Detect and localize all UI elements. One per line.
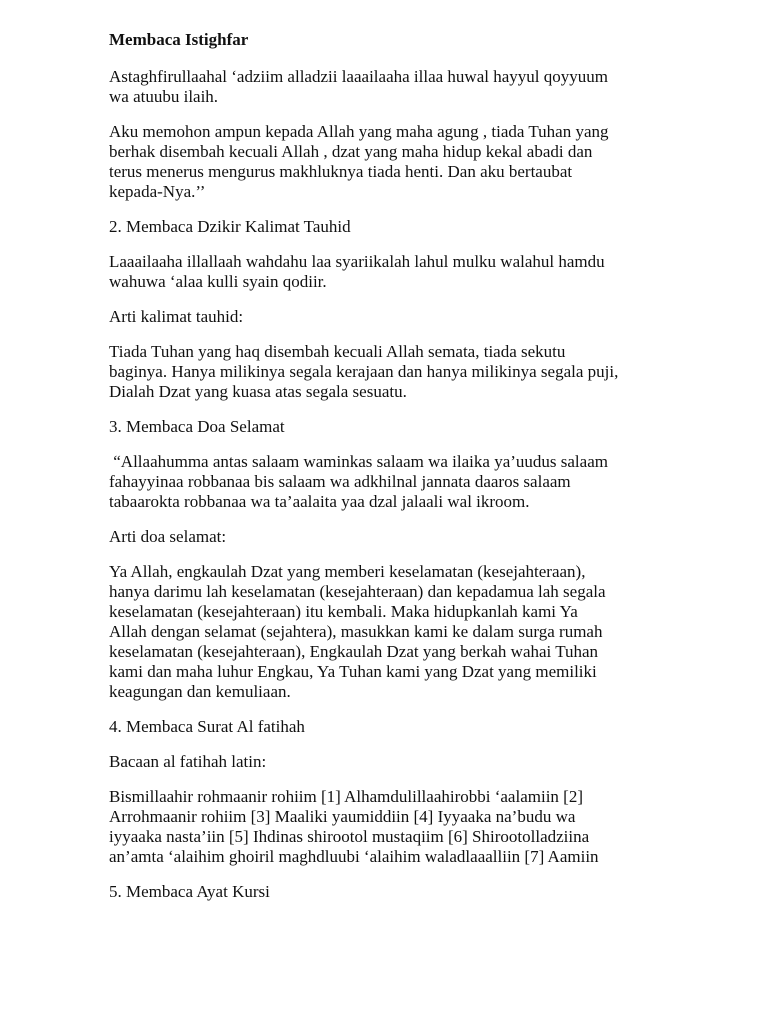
text-line: keagungan dan kemuliaan. [109,682,291,701]
doa-selamat-text [109,452,749,512]
istighfar-line: Astaghfirullaahal ‘adziim alladzii laaailaaha illaa huwal hayyul qoyyuum [109,67,608,86]
text-line: Ya Allah, engkaulah Dzat yang memberi keselamatan (kesejahteraan), [109,562,586,581]
text-line: Bismillaahir rohmaanir rohiim [1] Alhamdulillaahirobbi ‘aalamiin [2] [109,787,583,806]
section-heading: 4. Membaca Surat Al fatihah [109,717,305,736]
text-line: iyyaaka nasta’iin [5] Ihdinas shirootol mustaqiim [6] Shirootolladziina [109,827,590,846]
doa-selamat-meaning [109,562,749,702]
section-label: Arti kalimat tauhid: [109,307,244,326]
text-line: tabaarokta robbanaa wa ta’aalaita yaa dzal jalaali wal ikroom. [109,492,530,511]
tauhid-text [109,252,749,292]
text-line: Allah dengan selamat (sejahtera), masukkan kami ke dalam surga rumah [109,622,603,641]
text-line: Dialah Dzat yang kuasa atas segala sesuatu. [109,382,407,401]
text-line: berhak disembah kecuali Allah , dzat yang maha hidup kekal abadi dan [109,142,593,161]
text-line: keselamatan (kesejahteraan), Engkaulah Dzat yang berkah wahai Tuhan [109,642,599,661]
istighfar-meaning [109,122,749,202]
section-heading: 3. Membaca Doa Selamat [109,417,285,436]
text-line: kepada-Nya.’’ [109,182,206,201]
text-line: an’amta ‘alaihim ghoiril maghdluubi ‘alaihim waladlaaalliin [7] Aamiin [109,847,599,866]
text-line: Aku memohon ampun kepada Allah yang maha agung , tiada Tuhan yang [109,122,609,141]
text-line: Laaailaaha illallaah wahdahu laa syariikalah lahul mulku walahul hamdu [109,252,605,271]
text-line: kami dan maha luhur Engkau, Ya Tuhan kami yang Dzat yang memiliki [109,662,597,681]
istighfar-text [109,67,749,107]
section-label: Arti doa selamat: [109,527,227,546]
text-line: “Allaahumma antas salaam waminkas salaam wa ilaika ya’uudus salaam [109,452,608,471]
text-line: baginya. Hanya milikinya segala kerajaan dan hanya milikinya segala puji, [109,362,619,381]
document-page [109,30,749,917]
section-heading: 5. Membaca Ayat Kursi [109,882,270,901]
text-line: terus menerus mengurus makhluknya tiada henti. Dan aku bertaubat [109,162,573,181]
tauhid-meaning [109,342,749,402]
text-line: wahuwa ‘alaa kulli syain qodiir. [109,272,327,291]
text-line: hanya darimu lah keselamatan (kesejahteraan) dan kepadamua lah segala [109,582,606,601]
document-title: Membaca Istighfar [109,30,249,49]
section-label: Bacaan al fatihah latin: [109,752,267,771]
section-heading: 2. Membaca Dzikir Kalimat Tauhid [109,217,351,236]
istighfar-line: wa atuubu ilaih. [109,87,219,106]
text-line: Tiada Tuhan yang haq disembah kecuali Allah semata, tiada sekutu [109,342,566,361]
fatihah-text [109,787,749,867]
text-line: Arrohmaanir rohiim [3] Maaliki yaumiddiin [4] Iyyaaka na’budu wa [109,807,576,826]
text-line: keselamatan (kesejahteraan) itu kembali. Maka hidupkanlah kami Ya [109,602,578,621]
text-line: fahayyinaa robbanaa bis salaam wa adkhilnal jannata daaros salaam [109,472,571,491]
